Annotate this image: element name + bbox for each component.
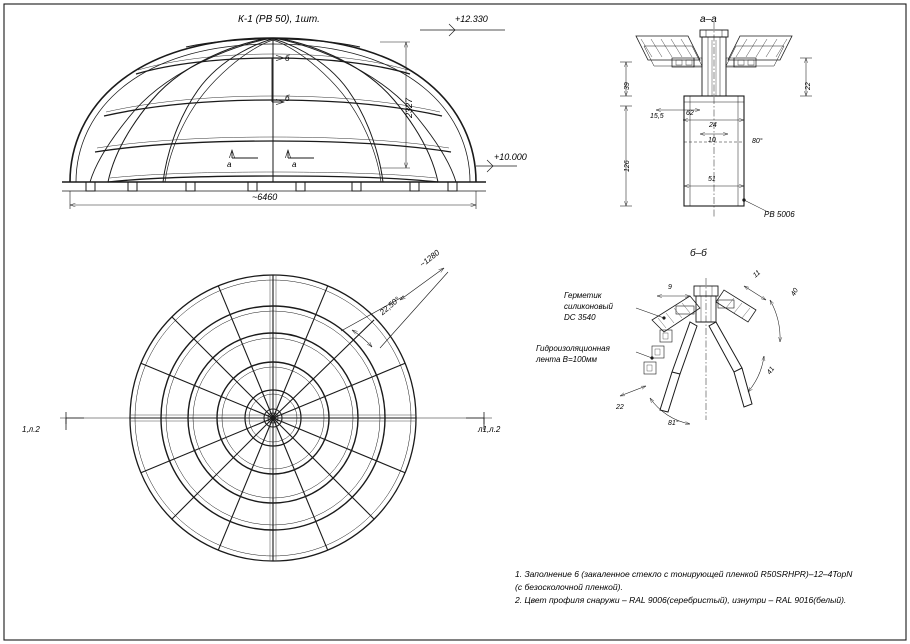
section-bb [644,278,756,420]
callout-waterproof-line2: лента B=100мм [536,355,597,364]
dim-aa-126: 126 [624,160,631,172]
dim-bb-11: 11 [752,269,763,280]
section-mark-b-top: б [285,54,290,63]
section-mark-a-left: а [227,160,232,169]
level-top-label: +12.330 [455,14,488,24]
dim-aa-24: 24 [709,122,717,129]
dim-aa-10: 10 [708,137,716,144]
callout-sealant-line2: силиконовый [564,302,613,311]
section-mark-b-bottom: б [285,94,290,103]
title-main: К-1 (РВ 50), 1шт. [238,14,320,25]
note-2: 2. Цвет профиля снаружи – RAL 9006(серебристый), изнутри – RAL 9016(белый). [515,595,847,606]
dim-span-label: ~6460 [252,192,278,202]
profile-label-rv5006: РВ 5006 [764,210,795,219]
dim-aa-15-5: 15,5 [650,113,664,120]
note-1-line2: (с безосколочной пленкой). [515,582,623,593]
dim-height-label: 2327 [404,97,414,118]
notes-block [515,568,895,608]
dim-aa-62: 62 [686,110,694,117]
plan-radius-label: ~1280 [418,248,442,270]
plan-right-mark: л1,л.2 [478,425,501,434]
section-mark-a-right: а [292,160,297,169]
dim-bb-40: 40 [790,287,800,298]
section-bb-dims [620,286,780,424]
note-1-line1: 1. Заполнение 6 (закаленное стекло с тонирующей пленкой R50SRHPR)–12–4TopN [515,569,853,579]
callout-sealant-line1: Герметик [564,291,602,300]
elevation-view [62,38,486,191]
dim-bb-41: 41 [766,365,777,377]
section-bb-title: б–б [690,248,707,259]
plan-angle-label: 22,50° [378,295,402,317]
dim-aa-39: 39 [624,82,631,90]
level-bottom-label: +10.000 [494,152,527,162]
dim-bb-81deg: 81° [668,420,679,427]
callout-waterproof-line1: Гидроизоляционная [536,344,610,353]
dim-aa-80deg: 80° [752,138,763,145]
plan-left-mark: 1,л.2 [22,425,40,434]
dim-bb-22: 22 [616,404,624,411]
callout-sealant-line3: DC 3540 [564,313,596,322]
dim-aa-51: 51 [708,176,716,183]
dim-aa-22: 22 [805,82,812,90]
section-aa-title: а–а [700,14,717,25]
plan-view [60,275,492,561]
dim-bb-9: 9 [668,284,672,291]
